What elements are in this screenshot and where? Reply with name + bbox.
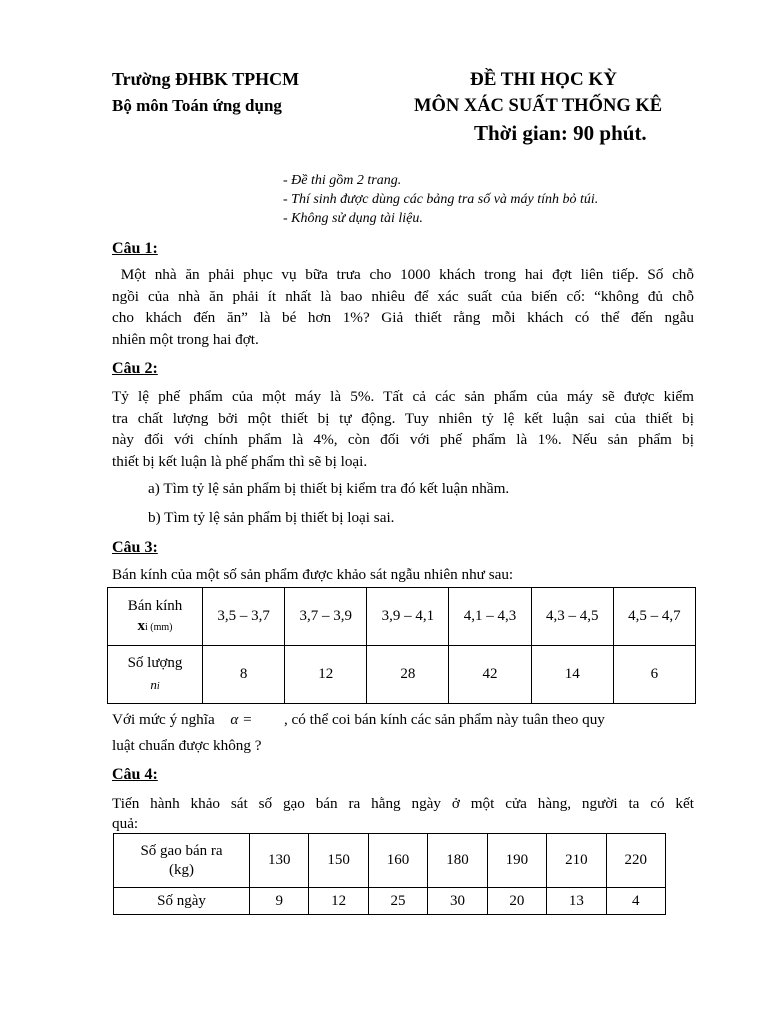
question-2b: b) Tìm tỷ lệ sản phẩm bị thiết bị loại sai.	[148, 509, 395, 526]
radius-variable: xi (mm)	[137, 617, 173, 634]
question-4-intro-1: Tiến hành khảo sát số gạo bán ra hằng ngày ở một cửa hàng, người ta có kết	[112, 795, 694, 812]
q1-line-3: cho khách đến ăn” là bé hơn 1%? Giả thiết rằng mỗi khách có thể đến ngẫu	[112, 309, 694, 326]
count-cell: 12	[285, 646, 367, 704]
days-header-cell: Số ngày	[114, 888, 250, 915]
question-3-rest: , có thể coi bán kính các sản phẩm này tuân theo quy	[283, 711, 605, 728]
amount-cell: 190	[487, 834, 546, 888]
exam-subject: MÔN XÁC SUẤT THỐNG KÊ	[414, 96, 663, 116]
radius-label: Bán kính	[127, 597, 183, 614]
question-3-question-line-2: luật chuẩn được không ?	[112, 737, 262, 754]
question-1-title: Câu 1:	[112, 240, 158, 257]
radius-table	[107, 587, 696, 704]
interval-cell: 4,1 – 4,3	[449, 588, 531, 646]
amount-cell: 150	[309, 834, 368, 888]
count-cell: 8	[203, 646, 285, 704]
rice-sales-table	[113, 833, 666, 915]
count-cell: 42	[449, 646, 531, 704]
table-row	[108, 588, 696, 646]
days-cell: 4	[606, 888, 665, 915]
exam-time: Thời gian: 90 phút.	[474, 121, 647, 145]
interval-cell: 3,7 – 3,9	[285, 588, 367, 646]
exam-title: ĐỀ THI HỌC KỲ	[470, 69, 617, 90]
question-2-text	[112, 386, 694, 472]
count-header-cell	[108, 646, 203, 704]
amount-cell: 130	[250, 834, 309, 888]
table-row	[108, 646, 696, 704]
amount-cell: 180	[428, 834, 487, 888]
question-3-intro: Bán kính của một số sản phẩm được khảo sát ngẫu nhiên như sau:	[112, 566, 514, 583]
amount-cell: 160	[368, 834, 427, 888]
interval-cell: 3,9 – 4,1	[367, 588, 449, 646]
q1-line-1: Một nhà ăn phải phục vụ bữa trưa cho 1000 khách trong hai đợt liên tiếp. Số chỗ	[112, 266, 694, 283]
note-no-materials: - Không sử dụng tài liệu.	[283, 211, 423, 226]
question-4-title: Câu 4:	[112, 766, 158, 783]
radius-header-cell	[108, 588, 203, 646]
question-2-title: Câu 2:	[112, 360, 158, 377]
q2-line-4: thiết bị kết luận là phế phẩm thì sẽ bị loại.	[112, 452, 368, 470]
amount-cell: 210	[547, 834, 606, 888]
question-1-text	[112, 264, 694, 350]
question-2a: a) Tìm tỷ lệ sản phẩm bị thiết bị kiểm tra đó kết luận nhầm.	[148, 480, 510, 497]
exam-notes	[283, 171, 598, 228]
days-cell: 9	[250, 888, 309, 915]
count-cell: 14	[531, 646, 613, 704]
count-cell: 6	[613, 646, 695, 704]
q1-line-4: nhiên một trong hai đợt.	[112, 330, 259, 348]
question-4-intro-2: quả:	[112, 815, 139, 832]
count-cell: 28	[367, 646, 449, 704]
significance-text: Với mức ý nghĩa	[112, 711, 215, 728]
interval-cell: 4,5 – 4,7	[613, 588, 695, 646]
count-variable: ni	[150, 676, 160, 692]
q2-line-3: này đối với chính phẩm là 4%, còn đối với phế phẩm là 1%. Nếu sản phẩm bị	[112, 431, 694, 448]
days-cell: 20	[487, 888, 546, 915]
days-cell: 12	[309, 888, 368, 915]
q2-line-2: tra chất lượng bởi một thiết bị tự động. Tuy nhiên tỷ lệ kết luận sai của thiết bị	[112, 409, 694, 427]
interval-cell: 3,5 – 3,7	[203, 588, 285, 646]
q2-line-1: Tỷ lệ phế phẩm của một máy là 5%. Tất cả các sản phẩm của máy sẽ được kiểm	[112, 388, 694, 405]
days-cell: 13	[547, 888, 606, 915]
days-cell: 30	[428, 888, 487, 915]
school-name: Trường ĐHBK TPHCM	[112, 69, 300, 89]
count-label: Số lượng	[127, 654, 183, 671]
amount-label: Số gao bán ra	[140, 842, 223, 859]
amount-unit: (kg)	[169, 861, 194, 878]
question-3-title: Câu 3:	[112, 539, 158, 556]
alpha-symbol: α =	[230, 711, 253, 728]
table-row	[114, 834, 666, 888]
table-row	[114, 888, 666, 915]
note-pages: - Đề thi gồm 2 trang.	[283, 173, 402, 188]
department-name: Bộ môn Toán ứng dụng	[112, 96, 282, 115]
interval-cell: 4,3 – 4,5	[531, 588, 613, 646]
q1-line-2: ngồi của nhà ăn phải ít nhất là bao nhiêu để xác suất của biến cố: “không đủ chỗ	[112, 287, 694, 305]
amount-cell: 220	[606, 834, 665, 888]
note-tools: - Thí sinh được dùng các bảng tra số và máy tính bỏ túi.	[283, 192, 599, 207]
days-cell: 25	[368, 888, 427, 915]
amount-header-cell	[114, 834, 250, 888]
question-3-question-line-1	[112, 711, 605, 729]
